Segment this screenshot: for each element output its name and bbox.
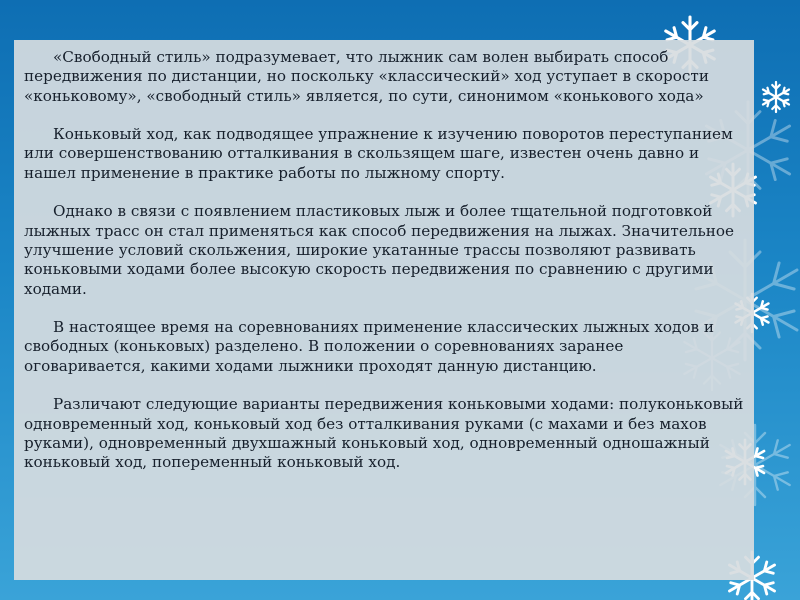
- snowflake-icon: [761, 82, 791, 112]
- slide-body: [24, 48, 746, 492]
- paragraph-competitions: В настоящее время на соревнованиях применение классических лыжных ходов и свободных (коньковых) разделено. В положении о соревнованиях заранее оговаривается, какими ходами лыжники проходят данную дистанцию.: [24, 318, 715, 375]
- paragraph-plastic-skis: Однако в связи с появлением пластиковых лыж и более тщательной подготовкой лыжных трасс он стал применяться как способ передвижения на лыжах. Значительное улучшение условий скольжения, широкие укатанные трассы позволяют развивать коньковыми ходами более высокую скорость передвижения по сравнению с другими ходами.: [24, 202, 734, 298]
- paragraph-free-style: «Свободный стиль» подразумевает, что лыжник сам волен выбирать способ передвижения по дистанции, но поскольку «классический» ход уступает в скорости «коньковому», «свободный стиль» является, по сути, синонимом «конькового хода»: [24, 48, 709, 105]
- paragraph-skating-history: Коньковый ход, как подводящее упражнение к изучению поворотов переступанием или совершенствованию отталкивания в скользящем шаге, известен очень давно и нашел применение в практике работы по лыжному спорту.: [24, 125, 733, 182]
- paragraph-skating-variants: Различают следующие варианты передвижения коньковыми ходами: полуконьковый одновременный ход, коньковый ход без отталкивания руками (с махами и без махов руками), одновременный двухшажный коньковый ход, одновременный одношажный коньковый ход, попеременный коньковый ход.: [24, 395, 744, 472]
